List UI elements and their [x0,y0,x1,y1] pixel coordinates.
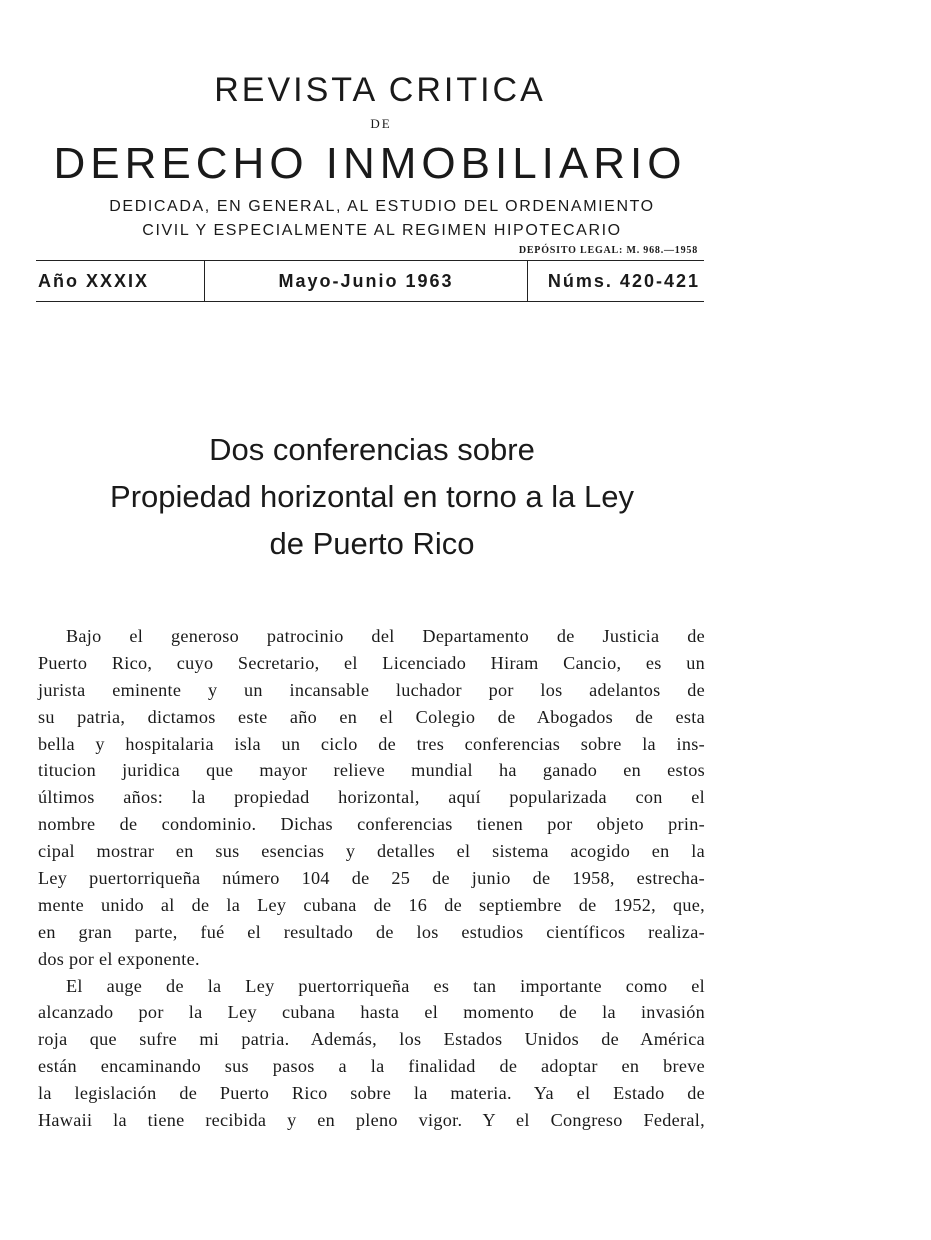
journal-title-top: REVISTA CRITICA [214,71,546,109]
body-line: cipal mostrar en sus esencias y detalles el sistema acogido en la [38,841,705,862]
body-line: Bajo el generoso patrocinio del Departamento de Justicia de [66,626,705,646]
body-line: últimos años: la propiedad horizontal, aquí popularizada con el [38,787,705,808]
journal-title-main: DERECHO INMOBILIARIO [53,139,687,188]
body-line: están encaminando sus pasos a la finalidad de adoptar en breve [38,1056,705,1077]
body-line: El auge de la Ley puertorriqueña es tan importante como el [66,975,705,996]
body-line: bella y hospitalaria isla un ciclo de tres conferencias sobre la ins- [38,733,705,754]
body-line: Hawaii la tiene recibida y en pleno vigor. Y el Congreso Federal, [38,1110,705,1131]
issue-numbers: Núms. 420-421 [527,261,704,301]
issue-bar [36,260,704,302]
masthead [36,68,704,302]
body-line: Ley puertorriqueña número 104 de 25 de junio de 1958, estrecha- [38,868,705,889]
body-line: la legislación de Puerto Rico sobre la materia. Ya el Estado de [38,1083,705,1104]
body-line: dos por el exponente. [38,948,200,969]
article-body [38,623,705,1134]
issue-year: Año XXXIX [38,270,150,291]
body-line: Puerto Rico, cuyo Secretario, el Licenciado Hiram Cancio, es un [38,652,705,673]
article-title-line: Dos conferencias sobre [209,432,535,467]
article-title-line: de Puerto Rico [269,526,475,561]
body-line: mente unido al de la Ley cubana de 16 de septiembre de 1952, que, [38,894,705,915]
body-line: nombre de condominio. Dichas conferencias tienen por objeto prin- [38,814,705,835]
body-line: alcanzado por la Ley cubana hasta el momento de la invasión [38,1002,705,1023]
journal-subtitle-line-1: DEDICADA, EN GENERAL, AL ESTUDIO DEL ORDENAMIENTO [109,198,655,215]
issue-date: Mayo-Junio 1963 [204,261,527,301]
article-title-line: Propiedad horizontal en torno a la Ley [110,479,634,514]
article-title [36,426,708,567]
body-line: jurista eminente y un incansable luchador por los adelantos de [38,679,705,700]
deposito-legal: DEPÓSITO LEGAL: M. 968.—1958 [518,245,698,256]
journal-title-de: DE [370,116,392,131]
journal-subtitle-line-2: CIVIL Y ESPECIALMENTE AL REGIMEN HIPOTECARIO [142,222,622,239]
body-line: en gran parte, fué el resultado de los estudios científicos realiza- [38,921,705,942]
body-line: roja que sufre mi patria. Además, los Estados Unidos de América [38,1029,705,1050]
body-line: su patria, dictamos este año en el Colegio de Abogados de esta [38,706,705,727]
body-line: titucion juridica que mayor relieve mundial ha ganado en estos [38,760,705,781]
